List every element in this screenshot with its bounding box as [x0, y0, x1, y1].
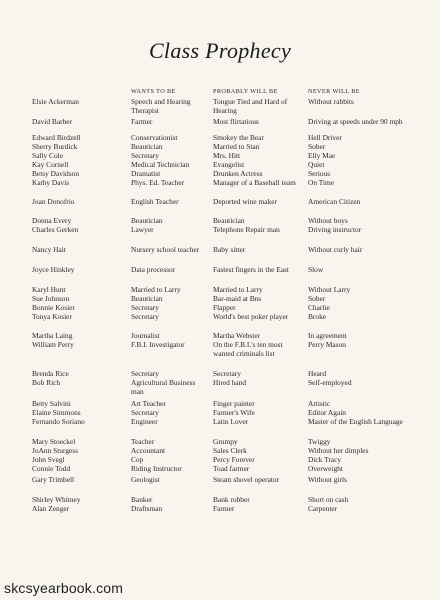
never-will-be: Hell Driver	[308, 133, 342, 142]
probably-will-be: Married to Stan	[213, 142, 260, 151]
wants-to-be: Cop	[131, 455, 144, 464]
probably-will-be: Married to Larry	[213, 285, 263, 294]
probably-will-be: Hired hand	[213, 378, 247, 387]
student-name: David Barber	[32, 117, 73, 126]
never-will-be: Short on cash	[308, 495, 349, 504]
wants-to-be: Draftsman	[131, 504, 163, 513]
student-name: Sally Cole	[32, 151, 63, 160]
wants-to-be: F.B.I. Investigator	[131, 340, 185, 349]
wants-to-be: Secretary	[131, 408, 159, 417]
probably-will-be: Manager of a Baseball team	[213, 178, 296, 187]
student-name: Kathy Davis	[32, 178, 70, 187]
probably-will-be: Beautician	[213, 216, 245, 225]
wants-to-be: Riding Instructor	[131, 464, 182, 473]
student-name: Tonya Kosier	[32, 312, 72, 321]
never-will-be: Sober	[308, 294, 326, 303]
never-will-be: Without Larry	[308, 285, 351, 294]
never-will-be: Quiet	[308, 160, 325, 169]
never-will-be: Driving at speeds under 90 mph	[308, 117, 403, 126]
never-will-be: Without girls	[308, 475, 347, 484]
never-will-be: Carpenter	[308, 504, 338, 513]
wants-to-be: Dramatist	[131, 169, 161, 178]
never-will-be: Dick Tracy	[308, 455, 342, 464]
never-will-be: Without boys	[308, 216, 348, 225]
never-will-be: Driving instructor	[308, 225, 362, 234]
probably-will-be: Finger painter	[213, 399, 255, 408]
student-name: Edward Birdzell	[32, 133, 81, 142]
probably-will-be: Steam shovel operator	[213, 475, 280, 484]
never-will-be: Master of the English Language	[308, 417, 403, 426]
student-name: Betty Salvini	[32, 399, 71, 408]
never-will-be: Perry Mason	[308, 340, 346, 349]
never-will-be: Overweight	[308, 464, 343, 473]
never-will-be: Elly Mae	[308, 151, 336, 160]
wants-to-be: Engineer	[131, 417, 158, 426]
probably-will-be: Deported wine maker	[213, 197, 278, 206]
page-title: Class Prophecy	[148, 38, 292, 63]
probably-will-be: Martha Webster	[213, 331, 261, 340]
probably-will-be: Baby sitter	[213, 245, 246, 254]
never-will-be: Broke	[308, 312, 327, 321]
never-will-be: Twiggy	[308, 437, 331, 446]
probably-will-be: Bar-maid at Bns	[213, 294, 262, 303]
wants-to-be: Beautician	[131, 216, 163, 225]
wants-to-be: Secretary	[131, 312, 159, 321]
wants-to-be: Beautician	[131, 294, 163, 303]
never-will-be: Self-employed	[308, 378, 352, 387]
never-will-be: In agreement	[308, 331, 347, 340]
probably-will-be: Toad farmer	[213, 464, 250, 473]
student-name: Karyl Hunt	[32, 285, 66, 294]
student-name: Sherry Burdick	[32, 142, 78, 151]
never-will-be: Heard	[308, 369, 327, 378]
probably-will-be: On the F.B.I.'s ten most wanted criminals list	[213, 340, 283, 359]
never-will-be: Slow	[308, 265, 324, 274]
probably-will-be: Drunken Actress	[213, 169, 263, 178]
student-name: Alan Zenger	[32, 504, 70, 513]
wants-to-be: Secretary	[131, 303, 159, 312]
wants-to-be: Medical Technician	[131, 160, 190, 169]
column-header-never: NEVER WILL BE	[308, 88, 360, 95]
student-name: Kay Cornell	[32, 160, 69, 169]
student-name: Gary Trimbell	[32, 475, 75, 484]
never-will-be: Sober	[308, 142, 326, 151]
probably-will-be: Fastest fingers in the East	[213, 265, 289, 274]
probably-will-be: Latin Lover	[213, 417, 249, 426]
student-name: Bob Rich	[32, 378, 61, 387]
student-name: Donna Every	[32, 216, 72, 225]
never-will-be: Without curly hair	[308, 245, 363, 254]
wants-to-be: Art Teacher	[131, 399, 166, 408]
wants-to-be: Phys. Ed. Teacher	[131, 178, 185, 187]
probably-will-be: Farmer	[213, 504, 235, 513]
wants-to-be: Agricultural Business man	[131, 378, 196, 397]
probably-will-be: Flapper	[213, 303, 236, 312]
student-name: Elaine Simmons	[32, 408, 81, 417]
probably-will-be: Farmer's Wife	[213, 408, 255, 417]
watermark-url: skcsyearbook.com	[4, 580, 124, 596]
never-will-be: On Time	[308, 178, 335, 187]
wants-to-be: Banker	[131, 495, 153, 504]
column-header-probably: PROBABLY WILL BE	[213, 88, 278, 95]
wants-to-be: Farmer	[131, 117, 153, 126]
wants-to-be: English Teacher	[131, 197, 179, 206]
student-name: Charles Gerken	[32, 225, 79, 234]
wants-to-be: Data processor	[131, 265, 176, 274]
wants-to-be: Beautician	[131, 142, 163, 151]
wants-to-be: Secretary	[131, 151, 159, 160]
probably-will-be: Smokey the Bear	[213, 133, 264, 142]
student-name: Joyce Hinkley	[32, 265, 75, 274]
column-header-wants: WANTS TO BE	[131, 88, 176, 95]
probably-will-be: Grumpy	[213, 437, 238, 446]
student-name: Connie Todd	[32, 464, 71, 473]
probably-will-be: World's best poker player	[213, 312, 289, 321]
never-will-be: Artistic	[308, 399, 331, 408]
student-name: Brenda Rice	[32, 369, 69, 378]
probably-will-be: Most flirtatious	[213, 117, 259, 126]
student-name: Mary Stoeckel	[32, 437, 76, 446]
wants-to-be: Conservationist	[131, 133, 178, 142]
never-will-be: Charlie	[308, 303, 330, 312]
student-name: Martha Laing	[32, 331, 73, 340]
probably-will-be: Bank robber	[213, 495, 250, 504]
wants-to-be: Secretary	[131, 369, 159, 378]
student-name: Shirley Whitney	[32, 495, 81, 504]
probably-will-be: Tongue Tied and Hard of Hearing	[213, 97, 288, 116]
never-will-be: Without rabbits	[308, 97, 354, 106]
probably-will-be: Evangelist	[213, 160, 245, 169]
student-name: William Perry	[32, 340, 74, 349]
wants-to-be: Teacher	[131, 437, 155, 446]
wants-to-be: Speech and Hearing Therapist	[131, 97, 191, 116]
wants-to-be: Married to Larry	[131, 285, 181, 294]
wants-to-be: Journalist	[131, 331, 160, 340]
student-name: Nancy Hait	[32, 245, 66, 254]
never-will-be: Without her dimples	[308, 446, 369, 455]
probably-will-be: Percy Forever	[213, 455, 255, 464]
student-name: Bonnie Kosier	[32, 303, 75, 312]
probably-will-be: Secretary	[213, 369, 241, 378]
probably-will-be: Sales Clerk	[213, 446, 247, 455]
probably-will-be: Mrs. Hitt	[213, 151, 241, 160]
never-will-be: American Citizen	[308, 197, 361, 206]
student-name: John Svegl	[32, 455, 65, 464]
student-name: Joan Donofrio	[32, 197, 75, 206]
wants-to-be: Accountant	[131, 446, 166, 455]
never-will-be: Editor Again	[308, 408, 346, 417]
probably-will-be: Telephone Repair man	[213, 225, 280, 234]
student-name: Fernando Soriano	[32, 417, 85, 426]
wants-to-be: Geologist	[131, 475, 160, 484]
wants-to-be: Nursery school teacher	[131, 245, 200, 254]
student-name: Elsie Ackerman	[32, 97, 79, 106]
student-name: JoAnn Sturgess	[32, 446, 79, 455]
never-will-be: Serious	[308, 169, 331, 178]
student-name: Sue Johnson	[32, 294, 70, 303]
wants-to-be: Lawyer	[131, 225, 154, 234]
student-name: Betsy Davidson	[32, 169, 80, 178]
